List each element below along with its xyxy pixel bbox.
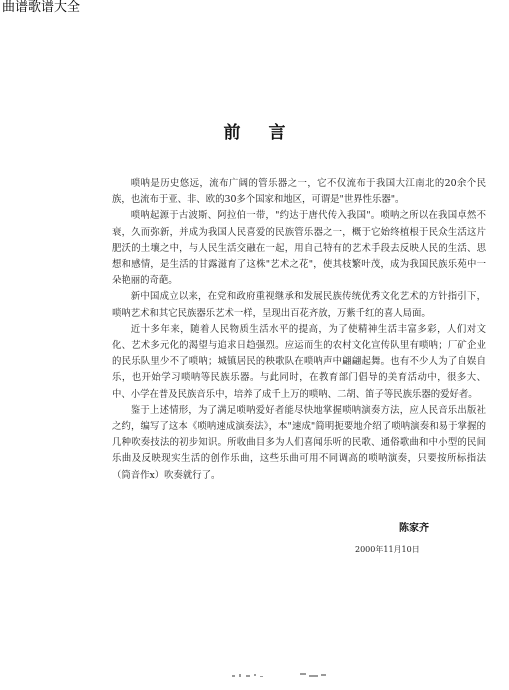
paragraph: 鉴于上述情形，为了满足唢呐爱好者能尽快地掌握唢呐演奏方法，应人民音乐出版社之约，编写了这本《唢呐速成演奏法》，本"速成"简明扼要地介绍了唢呐演奏和易于掌握的几种吹奏技法的初步知识。所收曲目多为人们喜闻乐听的民歌、通俗歌曲和中小型的民间乐曲及反映现实生活的创作乐曲，这些乐曲可用不同调高的唢呐演奏，只要按所标指法（筒音作x）吹奏就行了。 [112, 404, 486, 481]
paragraph: 近十多年来，随着人民物质生活水平的提高，为了使精神生活丰富多彩，人们对文化、艺术多元化的渴望与追求日趋强烈。应运而生的农村文化宣传队里有唢呐；厂矿企业的民乐队里少不了唢呐；城镇居民的秧歌队在唢呐声中翩翩起舞。也有不少人为了自娱自乐，也开始学习唢呐等民族乐器。与此同时，在教育部门倡导的美育活动中，很多大、中、小学在普及民族音乐中，培养了成千上万的唢呐、二胡、笛子等民族乐器的爱好者。 [112, 323, 486, 400]
scan-artifact [230, 670, 340, 680]
page-title: 前言 [223, 123, 314, 143]
paragraph: 唢呐起源于古波斯、阿拉伯一带，"约达于唐代传入我国"。唢呐之所以在我国卓然不衰，久而弥新，并成为我国人民喜爱的民族管乐器之一，概于它始终植根于民众生活这片肥沃的土壤之中，与人民生活交融在一起，用自己特有的艺术手段去反映人民的生活、思想和感情，是生活的甘露滋育了这株"艺术之花"，使其枝繁叶茂，成为我国民族乐苑中一朵艳丽的奇葩。 [112, 210, 486, 287]
signature-date: 2000年11月10日 [355, 545, 420, 554]
preface-body [112, 176, 486, 484]
author-signature: 陈家齐 [399, 523, 429, 534]
paragraph: 新中国成立以来，在党和政府重视继承和发展民族传统优秀文化艺术的方针指引下，唢呐艺术和其它民族器乐艺术一样，呈现出百花齐放，万紫千红的喜人局面。 [112, 291, 486, 319]
site-header: 曲谱歌谱大全 [2, 0, 81, 15]
paragraph: 唢呐是历史悠远，流布广阔的管乐器之一，它不仅流布于我国大江南北的20余个民族，也流布于亚、非、欧的30多个国家和地区，可谓是"世界性乐器"。 [112, 178, 486, 206]
